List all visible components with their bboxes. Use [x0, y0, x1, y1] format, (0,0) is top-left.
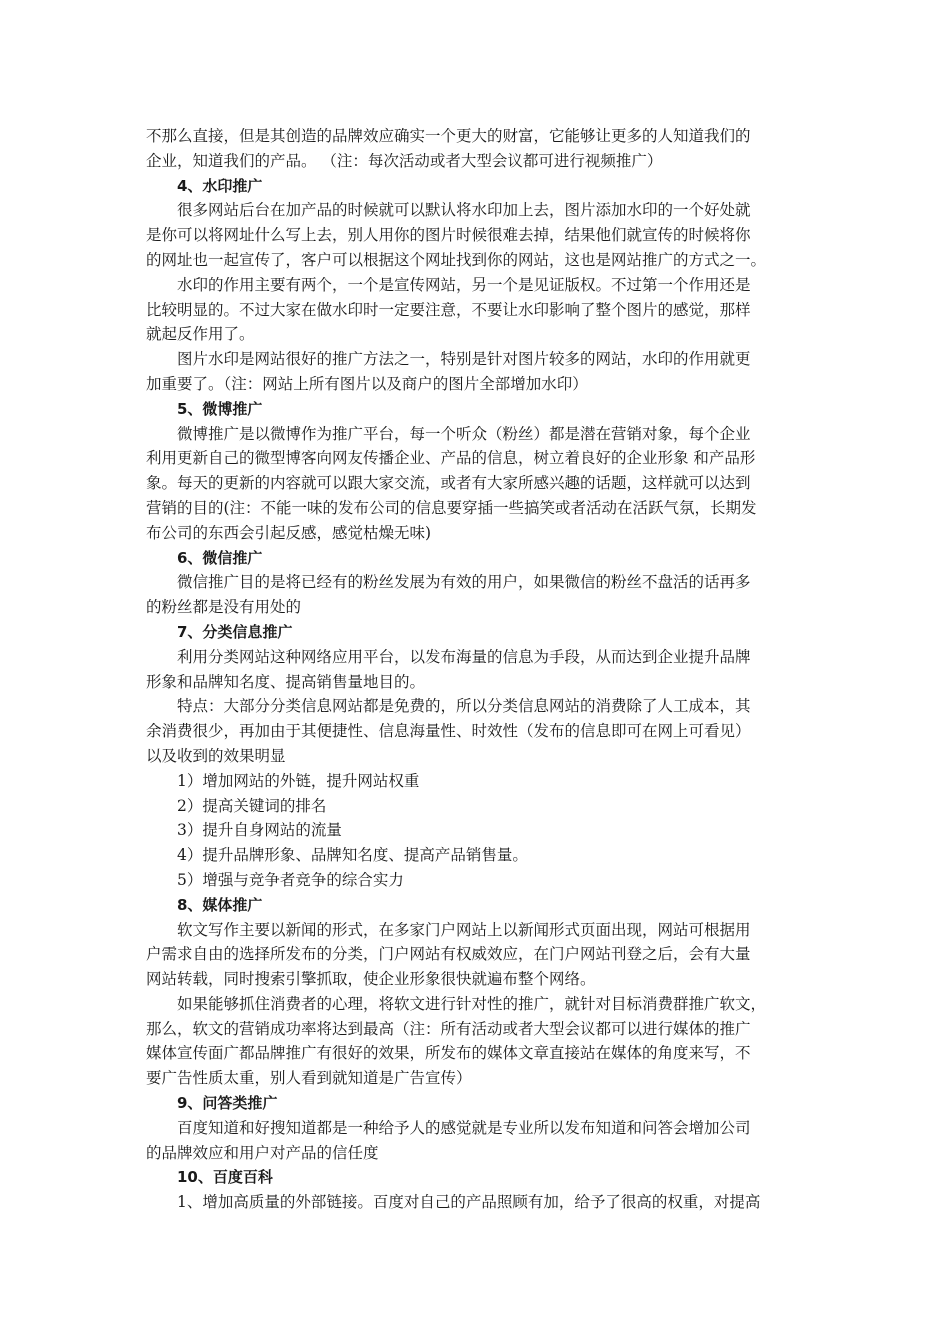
paragraph-line: 象。每天的更新的内容就可以跟大家交流，或者有大家所感兴趣的话题，这样就可以达到 [146, 474, 751, 493]
paragraph-line: 媒体宣传面广都品牌推广有很好的效果，所发布的媒体文章直接站在媒体的角度来写，不 [146, 1044, 751, 1063]
paragraph-line: 1、增加高质量的外部链接。百度对自己的产品照顾有加，给予了很高的权重，对提高 [177, 1193, 761, 1212]
section-heading: 9、问答类推广 [177, 1094, 278, 1113]
section-heading: 8、媒体推广 [177, 895, 263, 914]
paragraph-line: 的网址也一起宣传了，客户可以根据这个网址找到你的网站，这也是网站推广的方式之一。 [146, 250, 767, 269]
list-item: 4）提升品牌形象、品牌知名度、提高产品销售量。 [177, 846, 528, 865]
paragraph-line: 微博推广是以微博作为推广平台，每一个听众（粉丝）都是潜在营销对象，每个企业 [177, 424, 751, 443]
document-body [146, 124, 810, 1215]
paragraph-line: 利用更新自己的微型博客向网友传播企业、产品的信息，树立着良好的企业形象 和产品形 [146, 449, 756, 468]
list-item: 2）提高关键词的排名 [177, 796, 327, 815]
paragraph-line: 营销的目的(注：不能一味的发布公司的信息要穿插一些搞笑或者活动在活跃气氛，长期发 [146, 498, 757, 517]
paragraph-line: 的粉丝都是没有用处的 [146, 598, 302, 617]
paragraph-line: 形象和品牌知名度、提高销售量地目的。 [146, 672, 426, 691]
section-heading: 5、微博推广 [177, 399, 263, 418]
paragraph-line: 软文写作主要以新闻的形式，在多家门户网站上以新闻形式页面出现，网站可根据用 [177, 920, 751, 939]
paragraph-line: 加重要了。（注：网站上所有图片以及商户的图片全部增加水印） [146, 374, 588, 393]
paragraph-line: 的品牌效应和用户对产品的信任度 [146, 1143, 379, 1162]
paragraph-line: 不那么直接，但是其创造的品牌效应确实一个更大的财富，它能够让更多的人知道我们的 [146, 127, 751, 145]
section-heading: 4、水印推广 [177, 176, 263, 195]
paragraph-line: 利用分类网站这种网络应用平台，以发布海量的信息为手段，从而达到企业提升品牌 [177, 647, 751, 666]
list-item: 1）增加网站的外链，提升网站权重 [177, 771, 420, 790]
paragraph-line: 布公司的东西会引起反感，感觉枯燥无味) [146, 523, 432, 542]
paragraph-line: 特点：大部分分类信息网站都是免费的，所以分类信息网站的消费除了人工成本，其 [177, 697, 751, 716]
paragraph-line: 网站转载，同时搜索引擎抓取，使企业形象很快就遍布整个网络。 [146, 970, 596, 989]
paragraph-line: 如果能够抓住消费者的心理，将软文进行针对性的推广，就针对目标消费群推广软文， [177, 994, 767, 1013]
paragraph-line: 余消费很少，再加由于其便捷性、信息海量性、时效性（发布的信息即可在网上可看见） [146, 722, 751, 741]
paragraph-line: 图片水印是网站很好的推广方法之一，特别是针对图片较多的网站，水印的作用就更 [177, 350, 751, 369]
paragraph-line: 很多网站后台在加产品的时候就可以默认将水印加上去，图片添加水印的一个好处就 [177, 201, 751, 220]
paragraph-line: 那么，软文的营销成功率将达到最高（注：所有活动或者大型会议都可以进行媒体的推广 [146, 1019, 751, 1038]
list-item: 5）增强与竞争者竞争的综合实力 [177, 870, 404, 889]
section-heading: 7、分类信息推广 [177, 622, 293, 641]
paragraph-line: 百度知道和好搜知道都是一种给予人的感觉就是专业所以发布知道和问答会增加公司 [177, 1118, 751, 1137]
paragraph-line: 微信推广目的是将已经有的粉丝发展为有效的用户，如果微信的粉丝不盘活的话再多 [177, 573, 751, 592]
paragraph-line: 是你可以将网址什么写上去，别人用你的图片时候很难去掉，结果他们就宣传的时候将你 [146, 226, 751, 245]
paragraph-line: 比较明显的。不过大家在做水印时一定要注意，不要让水印影响了整个图片的感觉，那样 [146, 300, 751, 319]
paragraph-line: 以及收到的效果明显 [146, 746, 286, 765]
section-heading: 10、百度百科 [177, 1168, 273, 1187]
paragraph-line: 要广告性质太重，别人看到就知道是广告宣传） [146, 1069, 472, 1088]
list-item: 3）提升自身网站的流量 [177, 821, 342, 840]
paragraph-line: 户需求自由的选择所发布的分类，门户网站有权威效应，在门户网站刊登之后，会有大量 [146, 945, 751, 964]
paragraph-line: 水印的作用主要有两个，一个是宣传网站，另一个是见证版权。不过第一个作用还是 [177, 275, 751, 294]
paragraph-line: 企业，知道我们的产品。 （注：每次活动或者大型会议都可进行视频推广） [146, 151, 663, 170]
paragraph-line: 就起反作用了。 [146, 325, 255, 344]
section-heading: 6、微信推广 [177, 548, 263, 567]
